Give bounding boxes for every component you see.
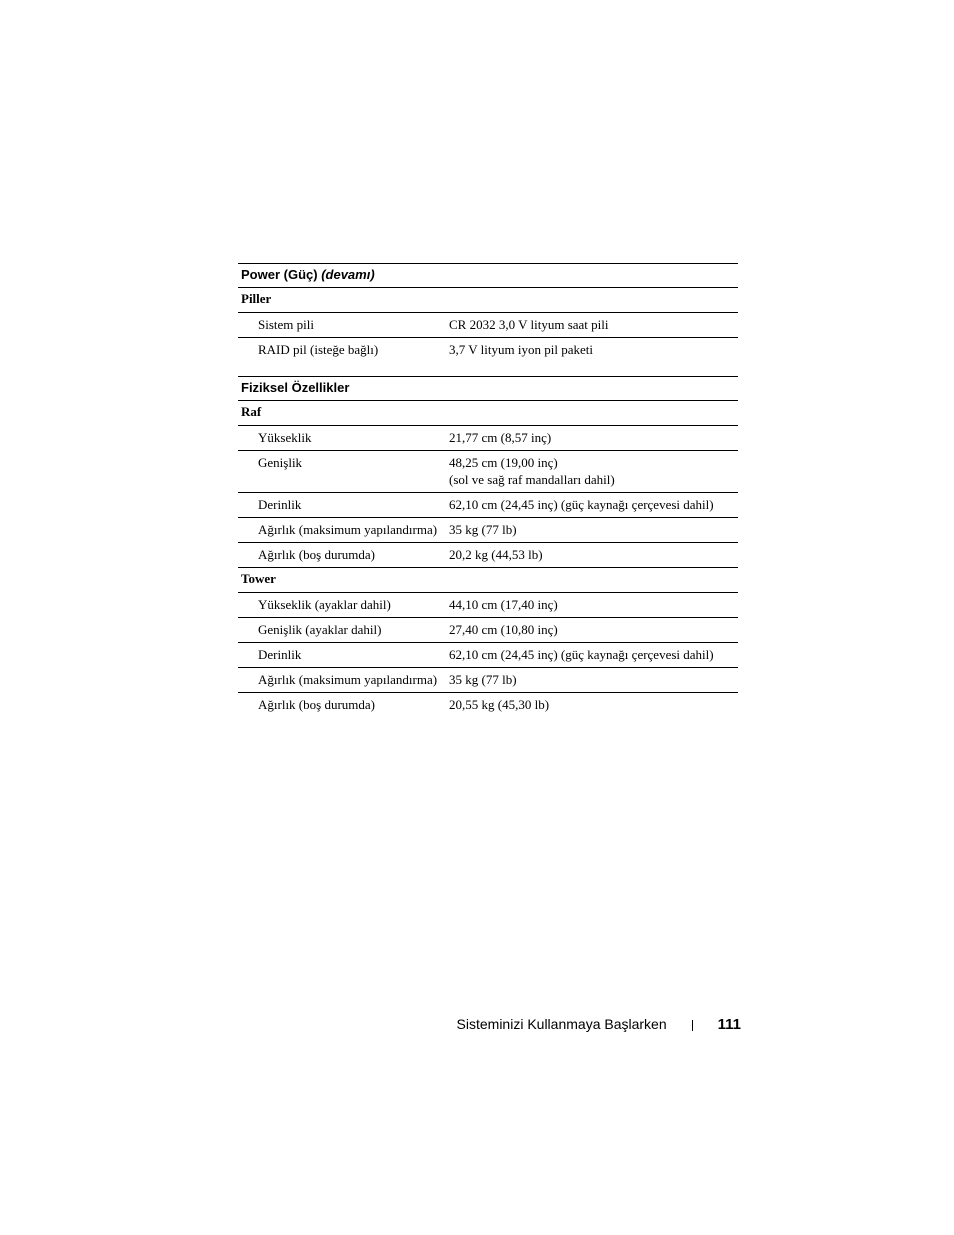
row-label: Yükseklik (ayaklar dahil): [258, 597, 391, 612]
table-row: [238, 643, 738, 668]
row-label: Ağırlık (maksimum yapılandırma): [258, 522, 438, 537]
table-row: [238, 451, 738, 493]
row-label: Derinlik: [258, 647, 302, 662]
row-value: 35 kg (77 lb): [449, 522, 517, 537]
table-row: [238, 593, 738, 618]
row-value: 3,7 V lityum iyon pil paketi: [449, 342, 593, 357]
chapter-title: Sisteminizi Kullanmaya Başlarken: [456, 1016, 667, 1032]
row-value: 21,77 cm (8,57 inç): [449, 430, 552, 445]
row-value: 35 kg (77 lb): [449, 672, 517, 687]
table-row: [238, 338, 738, 362]
subsection-header-tower: Tower: [238, 568, 738, 593]
table-row: [238, 518, 738, 543]
row-value: 62,10 cm (24,45 inç) (güç kaynağı çerçevesi dahil): [449, 647, 714, 662]
row-label: Ağırlık (boş durumda): [258, 547, 375, 562]
table-row: [238, 693, 738, 717]
subsection-header-rack: Raf: [238, 401, 738, 426]
section-title-power: Power (Güç): [241, 267, 318, 282]
table-row: [238, 543, 738, 568]
row-value: 44,10 cm (17,40 inç): [449, 597, 558, 612]
footer-separator: [692, 1020, 693, 1031]
page-number: 111: [717, 1016, 741, 1033]
table-row: [238, 668, 738, 693]
row-value: 20,2 kg (44,53 lb): [449, 547, 543, 562]
row-value: 20,55 kg (45,30 lb): [449, 697, 550, 712]
table-row: [238, 426, 738, 451]
row-value: CR 2032 3,0 V lityum saat pili: [449, 317, 609, 332]
table-row: [238, 313, 738, 338]
row-value: 62,10 cm (24,45 inç) (güç kaynağı çerçevesi dahil): [449, 497, 714, 512]
section-header-physical: Fiziksel Özellikler: [238, 376, 738, 401]
page-footer: [0, 1014, 741, 1035]
row-label: Sistem pili: [258, 317, 314, 332]
row-label: Yükseklik: [258, 430, 312, 445]
subsection-header-batteries: Piller: [238, 288, 738, 313]
row-label: Ağırlık (boş durumda): [258, 697, 375, 712]
table-row: [238, 493, 738, 518]
row-label: Genişlik (ayaklar dahil): [258, 622, 382, 637]
section-header-power: [238, 263, 738, 288]
row-label: Ağırlık (maksimum yapılandırma): [258, 672, 438, 687]
table-row: [238, 618, 738, 643]
row-value: 48,25 cm (19,00 inç) (sol ve sağ raf mandalları dahil): [449, 455, 615, 487]
row-label: Derinlik: [258, 497, 302, 512]
row-label: RAID pil (isteğe bağlı): [258, 342, 379, 357]
row-value: 27,40 cm (10,80 inç): [449, 622, 558, 637]
row-label: Genişlik: [258, 455, 303, 470]
continued-label: (devamı): [321, 267, 375, 282]
spec-table: [238, 263, 738, 717]
